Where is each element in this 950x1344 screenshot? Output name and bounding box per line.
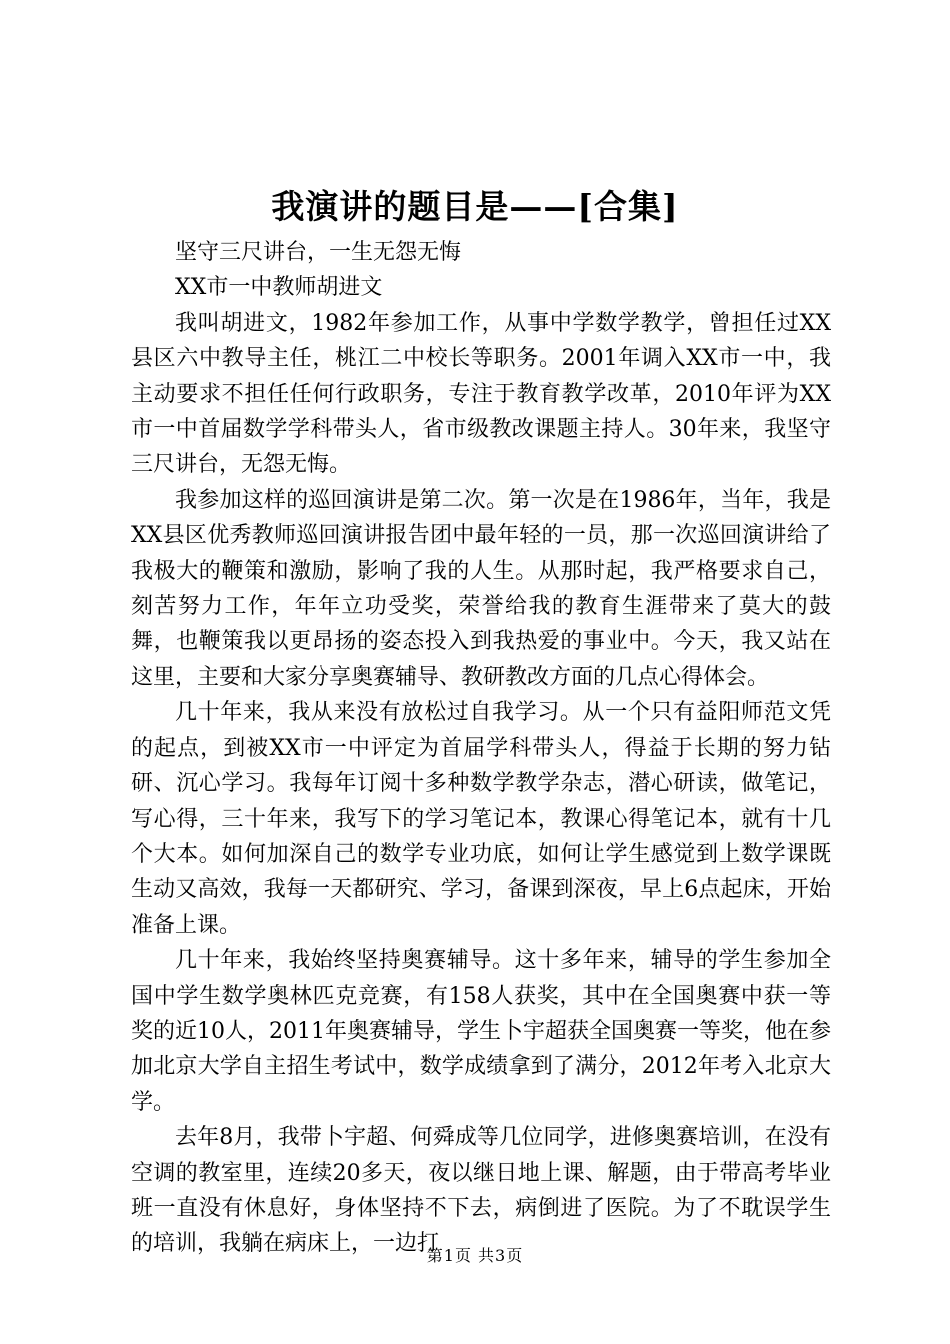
body-paragraph: 我叫胡进文，1982年参加工作，从事中学数学教学，曾担任过XX县区六中教导主任，桃江二中校长等职务。2001年调入XX市一中，我主动要求不担任任何行政职务，专注于教育教学改革，2010年评为XX市一中首届数学学科带头人，省市级教改课题主持人。30年来，我坚守三尺讲台，无怨无悔。 — [131, 310, 831, 478]
document-body — [131, 235, 831, 1262]
body-paragraph: 几十年来，我始终坚持奥赛辅导。这十多年来，辅导的学生参加全国中学生数学奥林匹克竞赛，有158人获奖，其中在全国奥赛中获一等奖的近10人，2011年奥赛辅导，学生卜宇超获全国奥赛一等奖，他在参加北京大学自主招生考试中，数学成绩拿到了满分，2012年考入北京大学。 — [131, 948, 831, 1115]
body-paragraph: 我参加这样的巡回演讲是第二次。第一次是在1986年，当年，我是XX县区优秀教师巡回演讲报告团中最年轻的一员，那一次巡回演讲给了我极大的鞭策和激励，影响了我的人生。从那时起，我严格要求自己，刻苦努力工作，年年立功受奖，荣誉给我的教育生涯带来了莫大的鼓舞，也鞭策我以更昂扬的姿态投入到我热爱的事业中。今天，我又站在这里，主要和大家分享奥赛辅导、教研教改方面的几点心得体会。 — [131, 487, 831, 690]
author-line: XX市一中教师胡进文 — [175, 275, 383, 301]
document-title: 我演讲的题目是——[合集] — [271, 187, 679, 226]
subtitle-paragraph: 坚守三尺讲台，一生无怨无悔 — [175, 240, 462, 265]
body-paragraph: 几十年来，我从来没有放松过自我学习。从一个只有益阳师范文凭的起点，到被XX市一中评定为首届学科带头人，得益于长期的努力钻研、沉心学习。我每年订阅十多种数学教学杂志，潜心研读，做笔记，写心得，三十年来，我写下的学习笔记本，教课心得笔记本，就有十几个大本。如何加深自己的数学专业功底，如何让学生感觉到上数学课既生动又高效，我每一天都研究、学习，备课到深夜，早上6点起床，开始准备上课。 — [131, 700, 831, 938]
page-footer: 第1页 共3页 — [426, 1246, 524, 1265]
body-paragraph: 去年8月，我带卜宇超、何舜成等几位同学，进修奥赛培训，在没有空调的教室里，连续20多天，夜以继日地上课、解题，由于带高考毕业班一直没有休息好，身体坚持不下去，病倒进了医院。为了不耽误学生的培训，我躺在病床上，一边打 — [131, 1125, 831, 1257]
